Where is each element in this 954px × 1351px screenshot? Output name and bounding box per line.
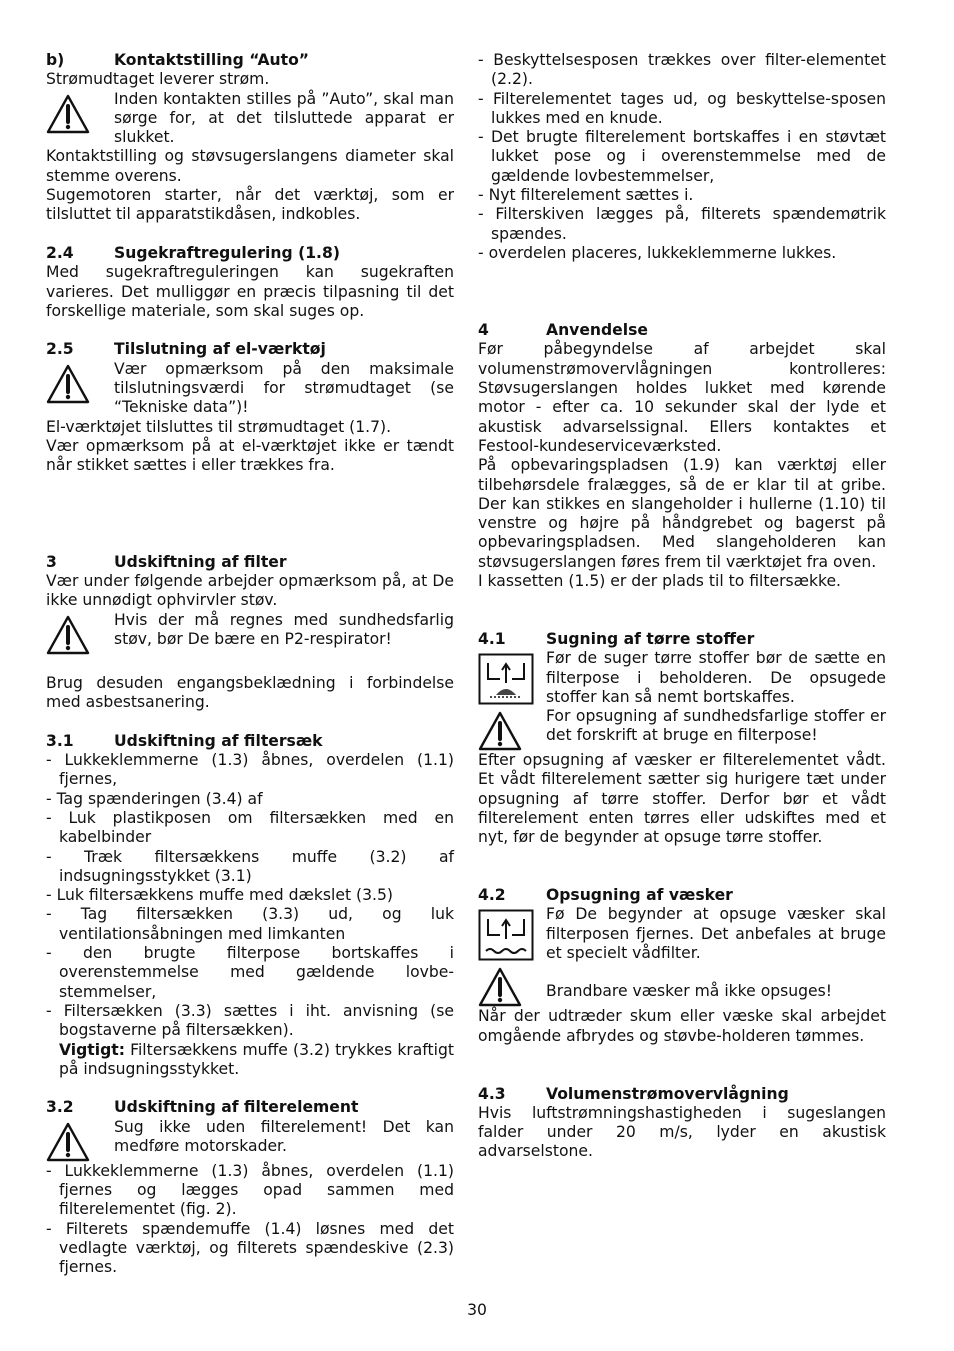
warning-triangle-icon — [46, 611, 114, 655]
list-item: - Beskyttelsesposen trækkes over filter-elementet (2.2). — [478, 51, 886, 89]
list-item: - Lukkeklemmerne (1.3) åbnes, overdelen (1.1) fjernes, — [46, 751, 454, 789]
section-title: Sugning af tørre stoffer — [546, 629, 755, 648]
warning-block — [46, 360, 454, 418]
warning-text: Inden kontakten stilles på ”Auto”, skal man sørge for, at det tilsluttede apparat er slukket. — [114, 89, 454, 147]
section-title: Anvendelse — [546, 321, 648, 340]
list-item: - Filterskiven lægges på, filterets spændemøtrik spændes. — [478, 205, 886, 243]
wet-suction-icon — [478, 905, 546, 961]
important-text: Filtersækkens muffe (3.2) trykkes kraftigt på indsugningsstykket. — [59, 1040, 454, 1078]
warning-text: For opsugning af sundhedsfarlige stoffer er det forskrift at bruge en filterpose! — [546, 707, 886, 745]
warning-block — [478, 707, 886, 751]
warning-block — [46, 1118, 454, 1162]
section-title: Sugekraftregulering (1.8) — [114, 243, 340, 262]
section-title: Tilslutning af el-værktøj — [114, 340, 326, 359]
section-number: 4.3 — [478, 1084, 506, 1103]
paragraph: Strømudtaget leverer strøm. — [46, 70, 270, 89]
warning-block — [478, 963, 886, 1007]
list-item: - Filterets spændemuffe (1.4) løsnes med det vedlagte værktøj, og filterets spændeskive (2.3) fjernes. — [46, 1219, 454, 1277]
warning-block — [46, 90, 454, 148]
section-number: 4.1 — [478, 629, 506, 648]
dry-suction-block — [478, 649, 886, 707]
wet-suction-block — [478, 905, 886, 963]
section-heading-3 — [46, 553, 454, 572]
section-heading-4-3 — [478, 1085, 886, 1104]
list-item: - Nyt filterelement sættes i. — [478, 186, 694, 205]
section-title: Udskiftning af filter — [114, 552, 287, 571]
section-heading-4-1 — [478, 630, 886, 649]
warning-text: Brandbare væsker må ikke opsuges! — [546, 982, 833, 1001]
section-number: 4.2 — [478, 886, 506, 905]
list-item: - Luk plastikposen om filtersækken med en kabelbinder — [46, 808, 454, 847]
section-title: Kontaktstilling “Auto” — [114, 51, 310, 69]
section-number: 2.4 — [46, 243, 74, 262]
warning-text: Hvis der må regnes med sundhedsfarlig støv, bør De bære en P2-respirator! — [114, 610, 454, 648]
instruction-text: Fø De begynder at opsuge væsker skal filterposen fjernes. Det anbefales at bruge et specielt vådfilter. — [546, 905, 886, 963]
list-item: - overdelen placeres, lukkeklemmerne lukkes. — [478, 243, 837, 262]
dry-suction-icon — [478, 649, 546, 705]
section-number: 2.5 — [46, 340, 74, 359]
section-heading-3-1 — [46, 732, 454, 751]
section-number: 3.2 — [46, 1098, 74, 1117]
list-item: - Filterelementet tages ud, og beskyttelse-sposen lukkes med en knude. — [478, 89, 886, 127]
paragraph: Kontaktstilling og støvsugerslangens diameter skal stemme overens. — [46, 147, 454, 185]
section-title: Udskiftning af filterelement — [114, 1098, 359, 1117]
important-label: Vigtigt: — [59, 1040, 125, 1059]
section-number: 4 — [478, 321, 489, 340]
paragraph: Hvis luftstrømningshastigheden i sugeslangen falder under 20 m/s, lyder en akustisk advarselstone. — [478, 1103, 886, 1161]
paragraph: I kassetten (1.5) er der plads til to filtersække. — [478, 572, 841, 591]
list-item: - Luk filtersækkens muffe med dækslet (3.5) — [46, 886, 393, 905]
section-heading-b — [46, 51, 454, 70]
right-column — [478, 51, 886, 1162]
paragraph: Brug desuden engangsbeklædning i forbindelse med asbestsanering. — [46, 673, 454, 712]
paragraph: Sugemotoren starter, når det værktøj, som er tilsluttet til apparatstikdåsen, indkobles. — [46, 186, 454, 224]
paragraph: Med sugekraftreguleringen kan sugekraften varieres. Det mulliggør en præcis tilpasning til det forskellige materiale, som skal suges op. — [46, 263, 454, 320]
list-item: - Filtersækken (3.3) sættes i iht. anvisning (se bogstaverne på filtersækken). — [46, 1001, 454, 1040]
warning-text: Vær opmærksom på den maksimale tilslutningsværdi for strømudtaget (se “Tekniske data”)! — [114, 359, 454, 417]
paragraph: Når der udtræder skum eller væske skal arbejdet omgående afbrydes og støvbe-holderen tømmes. — [478, 1007, 886, 1045]
section-title: Udskiftning af filtersæk — [114, 731, 323, 750]
section-number: 3 — [46, 552, 57, 571]
warning-triangle-icon — [46, 90, 114, 134]
warning-triangle-icon — [46, 360, 114, 404]
section-heading-2-5 — [46, 340, 454, 359]
list-item: - Træk filtersækkens muffe (3.2) af indsugningsstykket (3.1) — [46, 847, 454, 885]
section-title: Volumenstrømovervlågning — [546, 1084, 789, 1103]
section-title: Opsugning af væsker — [546, 886, 733, 905]
instruction-text: Før de suger tørre stoffer bør de sætte en filterpose i beholderen. De opsugede stoffer kan så nemt bortskaffes. — [546, 649, 886, 706]
page-number: 30 — [467, 1301, 487, 1319]
warning-triangle-icon — [478, 707, 546, 751]
list-item: - Lukkeklemmerne (1.3) åbnes, overdelen (1.1) fjernes og lægges opad sammen med filterelementet (fig. 2). — [46, 1161, 454, 1219]
section-number: 3.1 — [46, 731, 74, 750]
paragraph: Vær under følgende arbejder opmærksom på, at De ikke unnødigt ophvirvler støv. — [46, 572, 454, 610]
list-item: - Det brugte filterelement bortskaffes i en støvtæt lukket pose og i overenstemmelse med de gældende lovbestemmelser, — [478, 128, 886, 185]
section-number: b) — [46, 51, 65, 69]
section-heading-4 — [478, 321, 886, 340]
paragraph: El-værktøjet tilsluttes til strømudtaget (1.7). — [46, 417, 392, 436]
warning-block — [46, 611, 454, 655]
paragraph: Efter opsugning af væsker er filterelementet vådt. Et vådt filterelement sætter sig hurigere tæt under opsugning af tørre stoffer. Derfor bør et vådt filterelement enten tørres eller udskiftes med et nyt, før de begynder at opsuge tørre stoffer. — [478, 751, 886, 847]
section-heading-4-2 — [478, 886, 886, 905]
warning-triangle-icon — [478, 963, 546, 1007]
list-item: - Tag filtersækken (3.3) ud, og luk ventilationsåbningen med limkanten — [46, 905, 454, 943]
section-heading-3-2 — [46, 1098, 454, 1117]
list-item: - Tag spænderingen (3.4) af — [46, 789, 263, 808]
paragraph: På opbevaringspladsen (1.9) kan værktøj eller tilbehørsdele fralægges, så de er klar til at gribe. Der kan stikkes en slangeholder i hullerne (1.10) til venstre og højre på håndgrebet og bagerst på opbevaringspladsen. Med slangeholderen kan støvsugerslangen føres frem til værktøjet fra oven. — [478, 456, 886, 571]
paragraph: Vær opmærksom på at el-værktøjet ikke er tændt når stikket sættes i eller trækkes fra. — [46, 436, 454, 475]
left-column — [46, 51, 454, 1278]
warning-text: Sug ikke uden filterelement! Det kan medføre motorskader. — [114, 1117, 454, 1156]
list-item: - den brugte filterpose bortskaffes i overenstemmelse med gældende lovbe-stemmelser, — [46, 944, 454, 1001]
warning-triangle-icon — [46, 1118, 114, 1162]
paragraph: Før påbegyndelse af arbejdet skal volumenstrømovervlågningen kontrolleres: Støvsugerslangen holdes lukket med kørende motor - efter ca. 10 sekunder skal der lyde et akustisk advarselssignal. Ellers kontaktes et Festool-kundeserviceværksted. — [478, 340, 886, 455]
important-note — [46, 1041, 454, 1080]
section-heading-2-4 — [46, 244, 454, 263]
